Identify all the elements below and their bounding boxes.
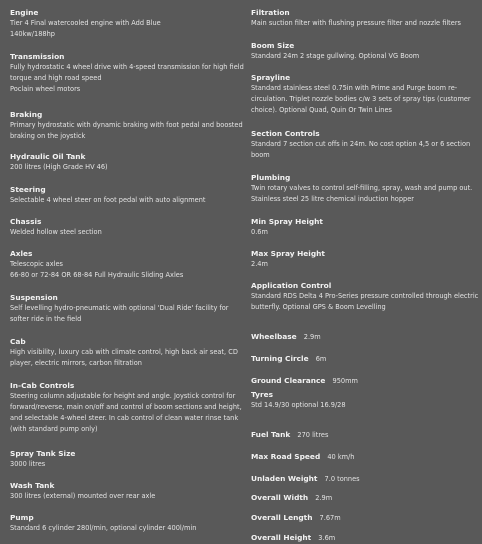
spec-label: Max Road Speed <box>251 452 321 461</box>
spec-overall-length <box>251 505 341 524</box>
spec-chassis <box>10 217 102 238</box>
spec-label: Hydraulic Oil Tank <box>10 152 86 161</box>
spec-braking <box>10 110 246 142</box>
spec-label: Pump <box>10 513 34 522</box>
spec-label: Plumbing <box>251 173 291 182</box>
spec-pump <box>10 513 196 534</box>
spec-value: Standard 6 cylinder 280l/min, optional cylinder 400l/min <box>10 524 197 532</box>
spec-label: Steering <box>10 185 46 194</box>
spec-section-controls <box>251 129 479 161</box>
spec-label: Fuel Tank <box>251 430 291 439</box>
spec-boom-size <box>251 41 419 62</box>
spec-label: Transmission <box>10 52 65 61</box>
spec-label: Tyres <box>251 390 274 399</box>
spec-cab <box>10 337 246 369</box>
spec-hydraulic-oil-tank <box>10 152 108 173</box>
spec-plumbing <box>251 173 479 205</box>
spec-label: Cab <box>10 337 26 346</box>
spec-label: Overall Width <box>251 493 309 502</box>
spec-value: 3000 litres <box>10 460 46 468</box>
spec-label: Filtration <box>251 8 290 17</box>
spec-value: 7.0 tonnes <box>324 475 360 483</box>
spec-value: 7.67m <box>319 514 341 522</box>
spec-value: Standard 24m 2 stage gullwing. Optional VG Boom <box>251 52 420 60</box>
spec-value: Fully hydrostatic 4 wheel drive with 4-speed transmission for high field torque and high road speed Poclain wheel motors <box>10 63 244 93</box>
spec-overall-width <box>251 485 332 504</box>
spec-label: Axles <box>10 249 33 258</box>
spec-transmission <box>10 52 246 95</box>
spec-filtration <box>251 8 461 29</box>
spec-value: Standard stainless steel 0.75in with Prime and Purge boom re-circulation. Triplet nozzle bodies c/w 3 sets of spray tips (customer choice). Optional Quad, Quin Or Twin Lines <box>251 84 471 114</box>
spec-label: Section Controls <box>251 129 320 138</box>
spec-value: 3.6m <box>318 534 336 542</box>
spec-label: Sprayline <box>251 73 291 82</box>
spec-unladen-weight <box>251 466 360 485</box>
spec-value: Primary hydrostatic with dynamic braking with foot pedal and boosted braking on the joystick <box>10 121 243 140</box>
spec-min-spray-height <box>251 217 323 238</box>
spec-value: 2.9m <box>303 333 321 341</box>
spec-label: Application Control <box>251 281 332 290</box>
spec-label: Chassis <box>10 217 42 226</box>
spec-engine <box>10 8 161 40</box>
spec-value: 200 litres (High Grade HV 46) <box>10 163 108 171</box>
spec-value: Selectable 4 wheel steer on foot pedal with auto alignment <box>10 196 206 204</box>
spec-label: Wash Tank <box>10 481 55 490</box>
spec-suspension <box>10 293 246 325</box>
spec-wash-tank <box>10 481 155 502</box>
spec-value: High visibility, luxury cab with climate control, high back air seat, CD player, electric mirrors, carbon filtration <box>10 348 238 367</box>
spec-label: In-Cab Controls <box>10 381 75 390</box>
spec-ground-clearance <box>251 368 358 387</box>
spec-value: Std 14.9/30 optional 16.9/28 <box>251 401 346 409</box>
spec-label: Braking <box>10 110 43 119</box>
spec-value: Telescopic axles 66-80 or 72-84 OR 68-84 Full Hydraulic Sliding Axles <box>10 260 184 279</box>
spec-spray-tank-size <box>10 449 75 470</box>
spec-value: 950mm <box>332 377 358 385</box>
spec-label: Unladen Weight <box>251 474 318 483</box>
spec-turning-circle <box>251 346 326 365</box>
spec-value: Standard RDS Delta 4 Pro-Series pressure controlled through electric butterfly. Optional GPS & Boom Levelling <box>251 292 479 311</box>
spec-tyres <box>251 390 346 411</box>
spec-label: Boom Size <box>251 41 295 50</box>
spec-max-road-speed <box>251 444 354 463</box>
spec-max-spray-height <box>251 249 325 270</box>
spec-value: 0.6m <box>251 228 268 236</box>
spec-application-control <box>251 281 479 313</box>
spec-label: Ground Clearance <box>251 376 326 385</box>
spec-value: Main suction filter with flushing pressure filter and nozzle filters <box>251 19 461 27</box>
spec-value: Self levelling hydro-pneumatic with optional 'Dual Ride' facility for softer ride in the field <box>10 304 229 323</box>
spec-label: Turning Circle <box>251 354 309 363</box>
spec-value: Tier 4 Final watercooled engine with Add Blue 140kw/188hp <box>10 19 161 38</box>
spec-label: Min Spray Height <box>251 217 323 226</box>
spec-value: 270 litres <box>297 431 329 439</box>
spec-value: Welded hollow steel section <box>10 228 102 236</box>
spec-value: 2.9m <box>315 494 333 502</box>
spec-label: Suspension <box>10 293 58 302</box>
spec-steering <box>10 185 206 206</box>
spec-label: Spray Tank Size <box>10 449 76 458</box>
spec-overall-height <box>251 525 335 544</box>
spec-fuel-tank <box>251 422 328 441</box>
spec-label: Max Spray Height <box>251 249 325 258</box>
spec-label: Overall Length <box>251 513 313 522</box>
spec-axles <box>10 249 183 281</box>
spec-value: Steering column adjustable for height and angle. Joystick control for forward/reverse, main on/off and control of boom sections and height, and selectable 4-wheel steer. In cab control of clean water rinse tank (with standard pump only) <box>10 392 242 433</box>
spec-value: 300 litres (external) mounted over rear axle <box>10 492 156 500</box>
spec-label: Overall Height <box>251 533 312 542</box>
spec-value: 40 km/h <box>327 453 355 461</box>
spec-in-cab-controls <box>10 381 246 435</box>
spec-value: Standard 7 section cut offs in 24m. No cost option 4,5 or 6 section boom <box>251 140 471 159</box>
spec-label: Wheelbase <box>251 332 297 341</box>
spec-label: Engine <box>10 8 39 17</box>
spec-value: 2.4m <box>251 260 268 268</box>
spec-wheelbase <box>251 324 321 343</box>
spec-value: 6m <box>315 355 327 363</box>
spec-sprayline <box>251 73 479 116</box>
spec-value: Twin rotary valves to control self-filling, spray, wash and pump out. Stainless steel 25 litre chemical induction hopper <box>251 184 473 203</box>
